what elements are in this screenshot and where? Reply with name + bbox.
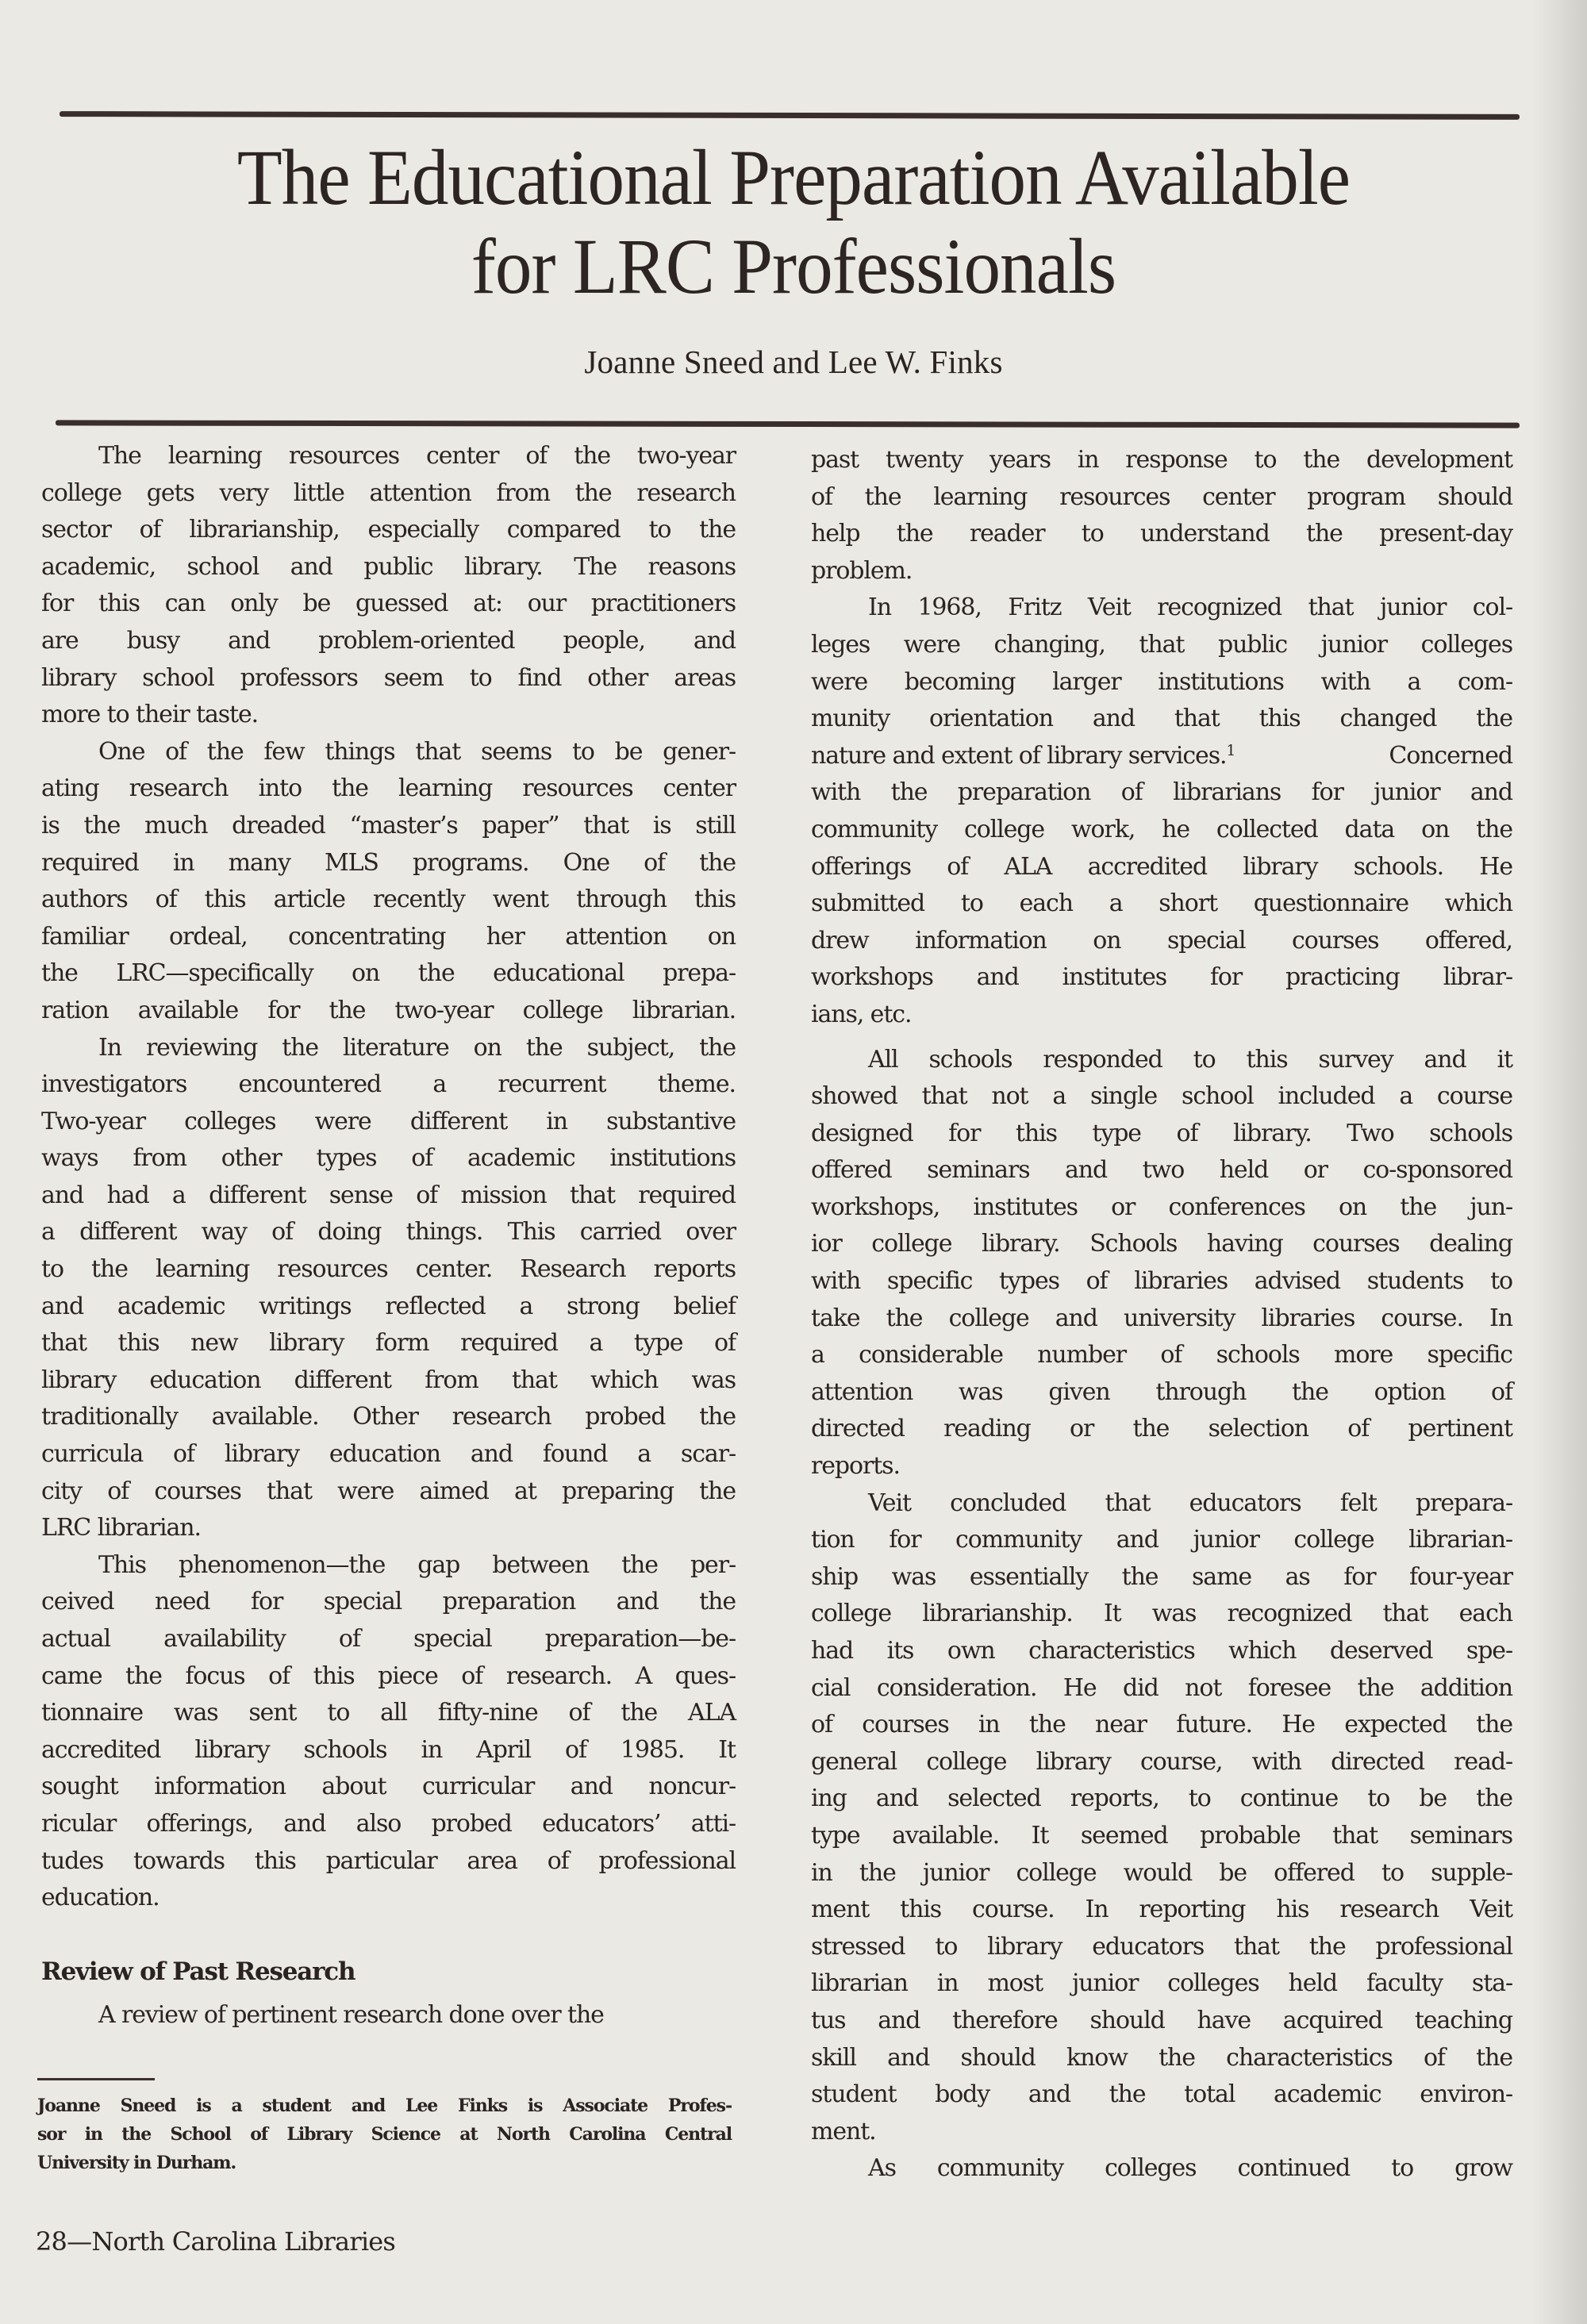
text-line: All schools responded to this survey and it: [868, 1045, 1512, 1074]
text-line: tion for community and junior college librarian-: [811, 1526, 1512, 1554]
text-line: and academic writings reflected a strong belief: [41, 1292, 736, 1320]
text-line: with the preparation of librarians for junior and: [811, 778, 1512, 807]
paragraph: [811, 590, 1512, 1033]
text-line: sought information about curricular and noncur-: [41, 1773, 736, 1801]
text-line: college gets very little attention from the research: [41, 478, 736, 507]
text-line: is the much dreaded “master’s paper” that is still: [41, 811, 736, 839]
title-line: The Educational Preparation Available: [236, 133, 1351, 221]
paragraph: [811, 2150, 1512, 2188]
text-line: a different way of doing things. This carried over: [41, 1218, 736, 1247]
text-line: with specific types of libraries advised students to: [811, 1267, 1512, 1296]
text-line: in the junior college would be offered to supple-: [811, 1858, 1512, 1887]
text-line: investigators encountered a recurrent theme.: [41, 1070, 736, 1099]
text-line: One of the few things that seems to be gener-: [98, 737, 736, 766]
text-line: ior college library. Schools having courses dealing: [811, 1230, 1512, 1258]
left-column: [41, 438, 736, 2034]
text-line: munity orientation and that this changed the: [811, 705, 1512, 733]
text-line: leges were changing, that public junior colleges: [811, 630, 1512, 659]
text-line: ing and selected reports, to continue to be the: [811, 1784, 1512, 1813]
text-line: the LRC—specifically on the educational prepa-: [41, 959, 736, 988]
text-line: Veit concluded that educators felt prepara-: [868, 1489, 1512, 1517]
text-line: curricula of library education and found a scar-: [41, 1440, 736, 1469]
text-line: As community colleges continued to grow: [868, 2154, 1512, 2183]
page-folio: 28—North Carolina Libraries: [36, 2226, 396, 2257]
text-line: showed that not a single school included a course: [811, 1082, 1512, 1111]
paragraph: [811, 1485, 1512, 2151]
paragraph: [41, 1030, 736, 1547]
text-line: authors of this article recently went through this: [41, 885, 736, 914]
top-rule: [60, 111, 1520, 120]
text-line: Two-year colleges were different in substantive: [41, 1107, 736, 1135]
text-line: ways from other types of academic institutions: [41, 1144, 736, 1173]
text-line: required in many MLS programs. One of the: [41, 848, 736, 877]
text-line: education.: [41, 1884, 159, 1912]
text-line: ians, etc.: [811, 1000, 912, 1028]
text-line: ment.: [811, 2117, 876, 2145]
text-line: city of courses that were aimed at preparing the: [41, 1477, 736, 1505]
byline: Joanne Sneed and Lee W. Finks: [584, 344, 1003, 380]
text-line: library school professors seem to find other areas: [41, 663, 736, 692]
text-line: are busy and problem-oriented people, and: [41, 626, 736, 655]
paragraph: [41, 1997, 736, 2034]
text-line: had its own characteristics which deserved spe-: [811, 1637, 1512, 1665]
text-line: drew information on special courses offered,: [811, 926, 1512, 955]
text-line: type available. It seemed probable that seminars: [811, 1821, 1512, 1850]
text-line: ship was essentially the same as for four-year: [811, 1562, 1512, 1591]
text-line: accredited library schools in April of 1985. It: [41, 1735, 736, 1764]
text-line: ment this course. In reporting his research Veit: [811, 1896, 1512, 1924]
paragraph: [41, 1547, 736, 1917]
paragraph: [41, 734, 736, 1030]
spacer: [811, 1034, 1512, 1042]
text-line: offerings of ALA accredited library schools. He: [811, 852, 1512, 881]
text-line: past twenty years in response to the development: [811, 446, 1512, 474]
text-line: traditionally available. Other research probed the: [41, 1403, 736, 1431]
text-line: problem.: [811, 556, 913, 585]
text-line: and had a different sense of mission that required: [41, 1181, 736, 1209]
text-line: for this can only be guessed at: our practitioners: [41, 590, 736, 618]
byline-rule: [56, 420, 1520, 428]
footnote-rule: [37, 2078, 155, 2080]
text-line: tionnaire was sent to all fifty-nine of the ALA: [41, 1699, 736, 1727]
text-line: general college library course, with directed read-: [811, 1747, 1512, 1776]
text-line: actual availability of special preparation—be-: [41, 1625, 736, 1653]
text-line: cial consideration. He did not foresee the addition: [811, 1673, 1512, 1702]
text-line: came the focus of this piece of research. A ques-: [41, 1661, 736, 1690]
text-line: sector of librarianship, especially compared to the: [41, 516, 736, 544]
text-line: tus and therefore should have acquired teaching: [811, 2006, 1512, 2034]
article-title: [0, 133, 1587, 311]
text-line: that this new library form required a type of: [41, 1329, 736, 1358]
text-line: a considerable number of schools more specific: [811, 1341, 1512, 1369]
text-line: offered seminars and two held or co-sponsored: [811, 1156, 1512, 1185]
text-line: college librarianship. It was recognized that each: [811, 1600, 1512, 1628]
text-line: skill and should know the characteristics of the: [811, 2043, 1512, 2072]
text-line: workshops and institutes for practicing librar-: [811, 963, 1512, 992]
text-line: LRC librarian.: [41, 1514, 201, 1542]
text-line: In 1968, Fritz Veit recognized that junior col-: [868, 593, 1512, 622]
text-line: The learning resources center of the two-year: [98, 442, 736, 470]
text-line: attention was given through the option of: [811, 1377, 1512, 1406]
text-line: ceived need for special preparation and the: [41, 1588, 736, 1616]
text-line: familiar ordeal, concentrating her attention on: [41, 922, 736, 951]
text-line: [811, 738, 1512, 775]
text-line: A review of pertinent research done over the: [98, 2000, 604, 2029]
text-line: library education different from that which was: [41, 1366, 736, 1394]
footnote-line: University in Durham.: [37, 2153, 236, 2173]
footnote-reference[interactable]: 1: [1226, 742, 1235, 759]
spacer: [41, 1917, 736, 1954]
text-line: ration available for the two-year college librarian.: [41, 996, 736, 1024]
text-line: help the reader to understand the present-day: [811, 520, 1512, 548]
paragraph: [811, 442, 1512, 590]
text-line: reports.: [811, 1452, 900, 1481]
footnote-line: sor in the School of Library Science at North Carolina Central: [37, 2124, 732, 2145]
text-line: stressed to library educators that the professional: [811, 1932, 1512, 1961]
text-line: directed reading or the selection of pertinent: [811, 1415, 1512, 1443]
text-line: This phenomenon—the gap between the per-: [98, 1550, 736, 1579]
text-line: submitted to each a short questionnaire which: [811, 889, 1512, 918]
footnote-line: Joanne Sneed is a student and Lee Finks is Associate Profes-: [37, 2095, 732, 2116]
author-footnote: [37, 2092, 732, 2177]
section-heading: Review of Past Research: [41, 1957, 355, 1987]
text-line: ricular offerings, and also probed educators’ atti-: [41, 1809, 736, 1838]
right-column: [811, 442, 1512, 2188]
text-line: student body and the total academic environ-: [811, 2080, 1512, 2109]
text-line: community college work, he collected data on the: [811, 815, 1512, 843]
text-line: ating research into the learning resources center: [41, 774, 736, 803]
text-fragment: nature and extent of library services.: [811, 741, 1227, 770]
text-line: take the college and university libraries course. In: [811, 1304, 1512, 1332]
text-line: designed for this type of library. Two schools: [811, 1119, 1512, 1147]
text-line: In reviewing the literature on the subject, the: [98, 1033, 736, 1062]
paragraph: [811, 1042, 1512, 1485]
paragraph: [41, 438, 736, 734]
text-line: were becoming larger institutions with a com-: [811, 667, 1512, 696]
text-line: workshops, institutes or conferences on the jun-: [811, 1193, 1512, 1221]
text-line: to the learning resources center. Research reports: [41, 1255, 736, 1284]
title-line: for LRC Professionals: [471, 222, 1116, 310]
text-line: librarian in most junior colleges held faculty sta-: [811, 1969, 1512, 1998]
text-fragment: Concerned: [1389, 741, 1512, 770]
spacer: [41, 1991, 736, 1997]
text-line: academic, school and public library. The reasons: [41, 552, 736, 581]
text-line: tudes towards this particular area of professional: [41, 1846, 736, 1875]
text-line: of the learning resources center program should: [811, 482, 1512, 511]
text-line: more to their taste.: [41, 701, 259, 729]
text-line: of courses in the near future. He expected the: [811, 1711, 1512, 1739]
